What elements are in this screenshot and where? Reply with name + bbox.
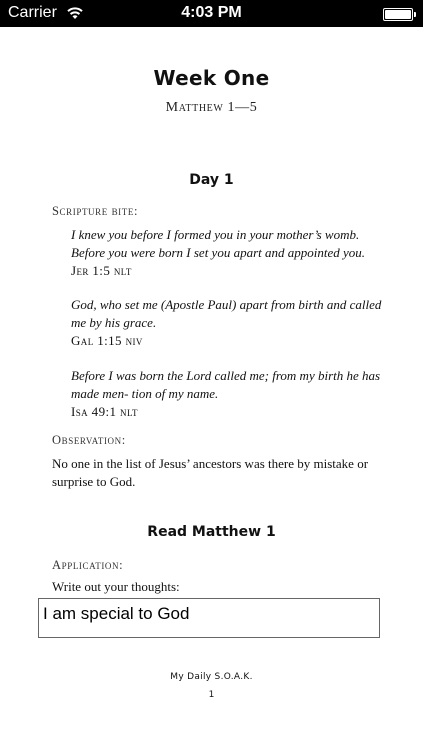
verse-text: Before I was born the Lord called me; from my birth he has made men- tion of my name. <box>71 368 381 401</box>
clock: 4:03 PM <box>181 4 242 21</box>
application-label: Application: <box>52 558 124 572</box>
read-heading: Read Matthew 1 <box>147 524 276 540</box>
verse-3 <box>71 367 387 421</box>
battery-fill <box>385 10 411 19</box>
application-answer-input[interactable]: I am special to God <box>38 598 380 638</box>
page-number: 1 <box>208 690 215 700</box>
status-bar <box>0 0 423 27</box>
observation-label: Observation: <box>52 433 126 447</box>
carrier-label: Carrier <box>8 4 57 21</box>
observation-text: No one in the list of Jesus’ ancestors was there by mistake or surprise to God. <box>52 456 369 489</box>
page-subtitle: Matthew 1—5 <box>165 100 258 115</box>
verse-text: God, who set me (Apostle Paul) apart from birth and called me by his grace. <box>71 297 382 330</box>
page-title: Week One <box>153 66 270 90</box>
battery-tip <box>414 12 416 17</box>
application-prompt: Write out your thoughts: <box>52 579 180 594</box>
scripture-label: Scripture bite: <box>52 204 139 218</box>
verse-reference: Jer 1:5 nlt <box>71 263 132 278</box>
verse-2 <box>71 296 387 350</box>
verse-reference: Gal 1:15 niv <box>71 333 143 348</box>
footer-title: My Daily S.O.A.K. <box>170 672 253 682</box>
day-heading: Day 1 <box>189 172 234 188</box>
verse-text: I knew you before I formed you in your mother’s womb. Before you were born I set you apart and appointed you. <box>71 227 366 260</box>
verse-reference: Isa 49:1 nlt <box>71 404 138 419</box>
verse-1 <box>71 226 387 280</box>
battery-icon <box>383 8 413 21</box>
